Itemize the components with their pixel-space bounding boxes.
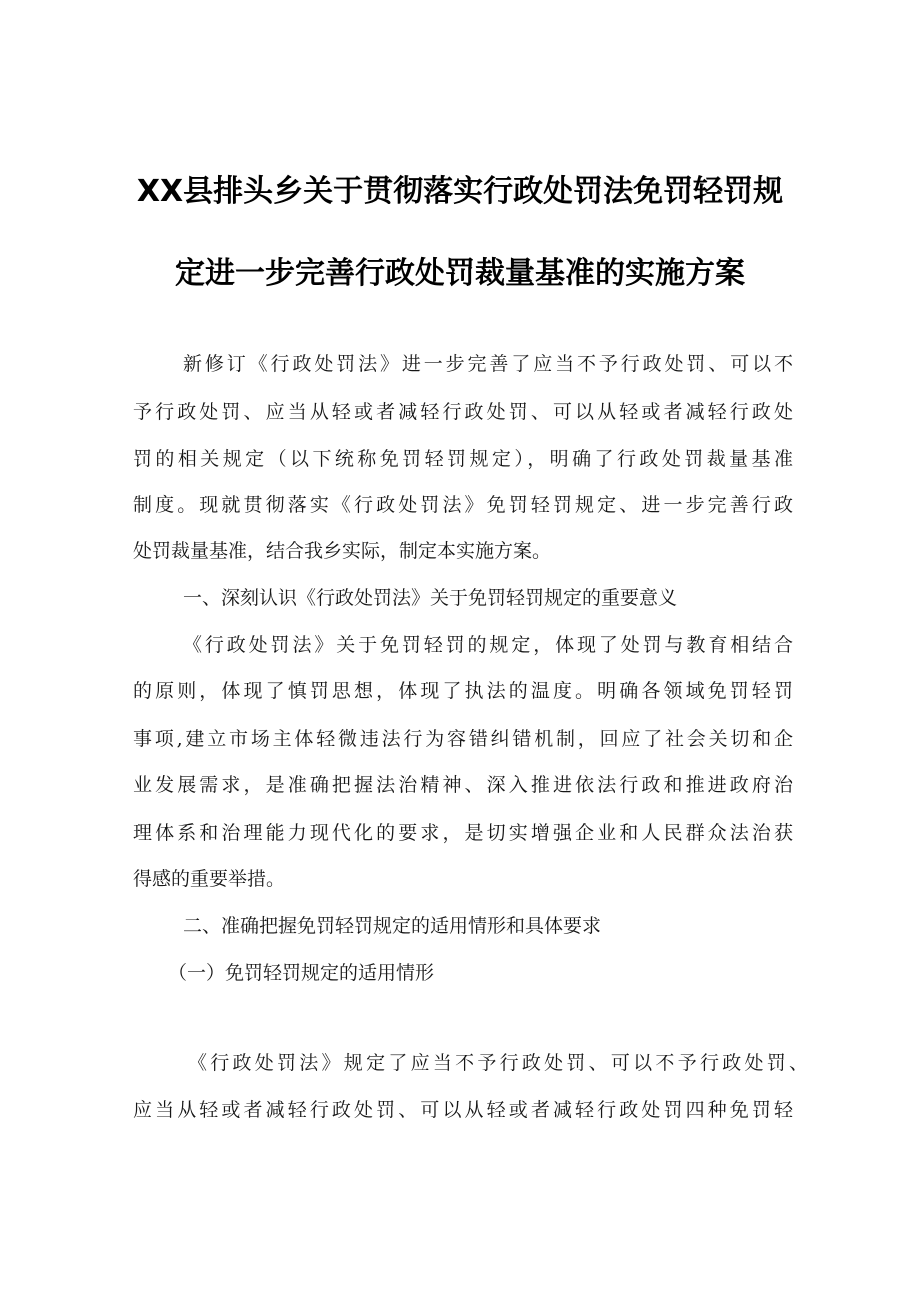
subsection-1-line: 《行政处罚法》规定了应当不予行政处罚、可以不予行政处罚、 (188, 1052, 808, 1074)
section-1-line: 的原则，体现了慎罚思想，体现了执法的温度。明确各领域免罚轻罚 (133, 680, 793, 702)
intro-line: 罚的相关规定（以下统称免罚轻罚规定），明确了行政处罚裁量基准 (133, 448, 793, 470)
section-1-line: 事项,建立市场主体轻微违法行为容错纠错机制，回应了社会关切和企 (133, 728, 793, 750)
intro-line: 制度。现就贯彻落实《行政处罚法》免罚轻罚规定、进一步完善行政 (133, 494, 793, 516)
intro-line: 处罚裁量基准，结合我乡实际，制定本实施方案。 (133, 540, 552, 562)
section-1-line: 业发展需求，是准确把握法治精神、深入推进依法行政和推进政府治 (133, 774, 793, 796)
section-1-line: 理体系和治理能力现代化的要求，是切实增强企业和人民群众法治获 (133, 822, 793, 844)
section-1-line: 《行政处罚法》关于免罚轻罚的规定，体现了处罚与教育相结合 (183, 634, 793, 656)
document-title-line-1: XX县排头乡关于贯彻落实行政处罚法免罚轻罚规 (136, 174, 784, 209)
subsection-1-line: 应当从轻或者减轻行政处罚、可以从轻或者减轻行政处罚四种免罚轻 (133, 1099, 793, 1121)
document-title-line-2: 定进一步完善行政处罚裁量基准的实施方案 (175, 256, 745, 291)
section-1-line: 得感的重要举措。 (133, 868, 286, 890)
intro-line: 新修订《行政处罚法》进一步完善了应当不予行政处罚、可以不 (183, 353, 793, 375)
subsection-1-heading: （一）免罚轻罚规定的适用情形 (168, 962, 435, 984)
section-2-heading: 二、准确把握免罚轻罚规定的适用情形和具体要求 (183, 915, 602, 937)
section-1-heading: 一、深刻认识《行政处罚法》关于免罚轻罚规定的重要意义 (183, 587, 678, 609)
intro-line: 予行政处罚、应当从轻或者减轻行政处罚、可以从轻或者减轻行政处 (133, 401, 793, 423)
